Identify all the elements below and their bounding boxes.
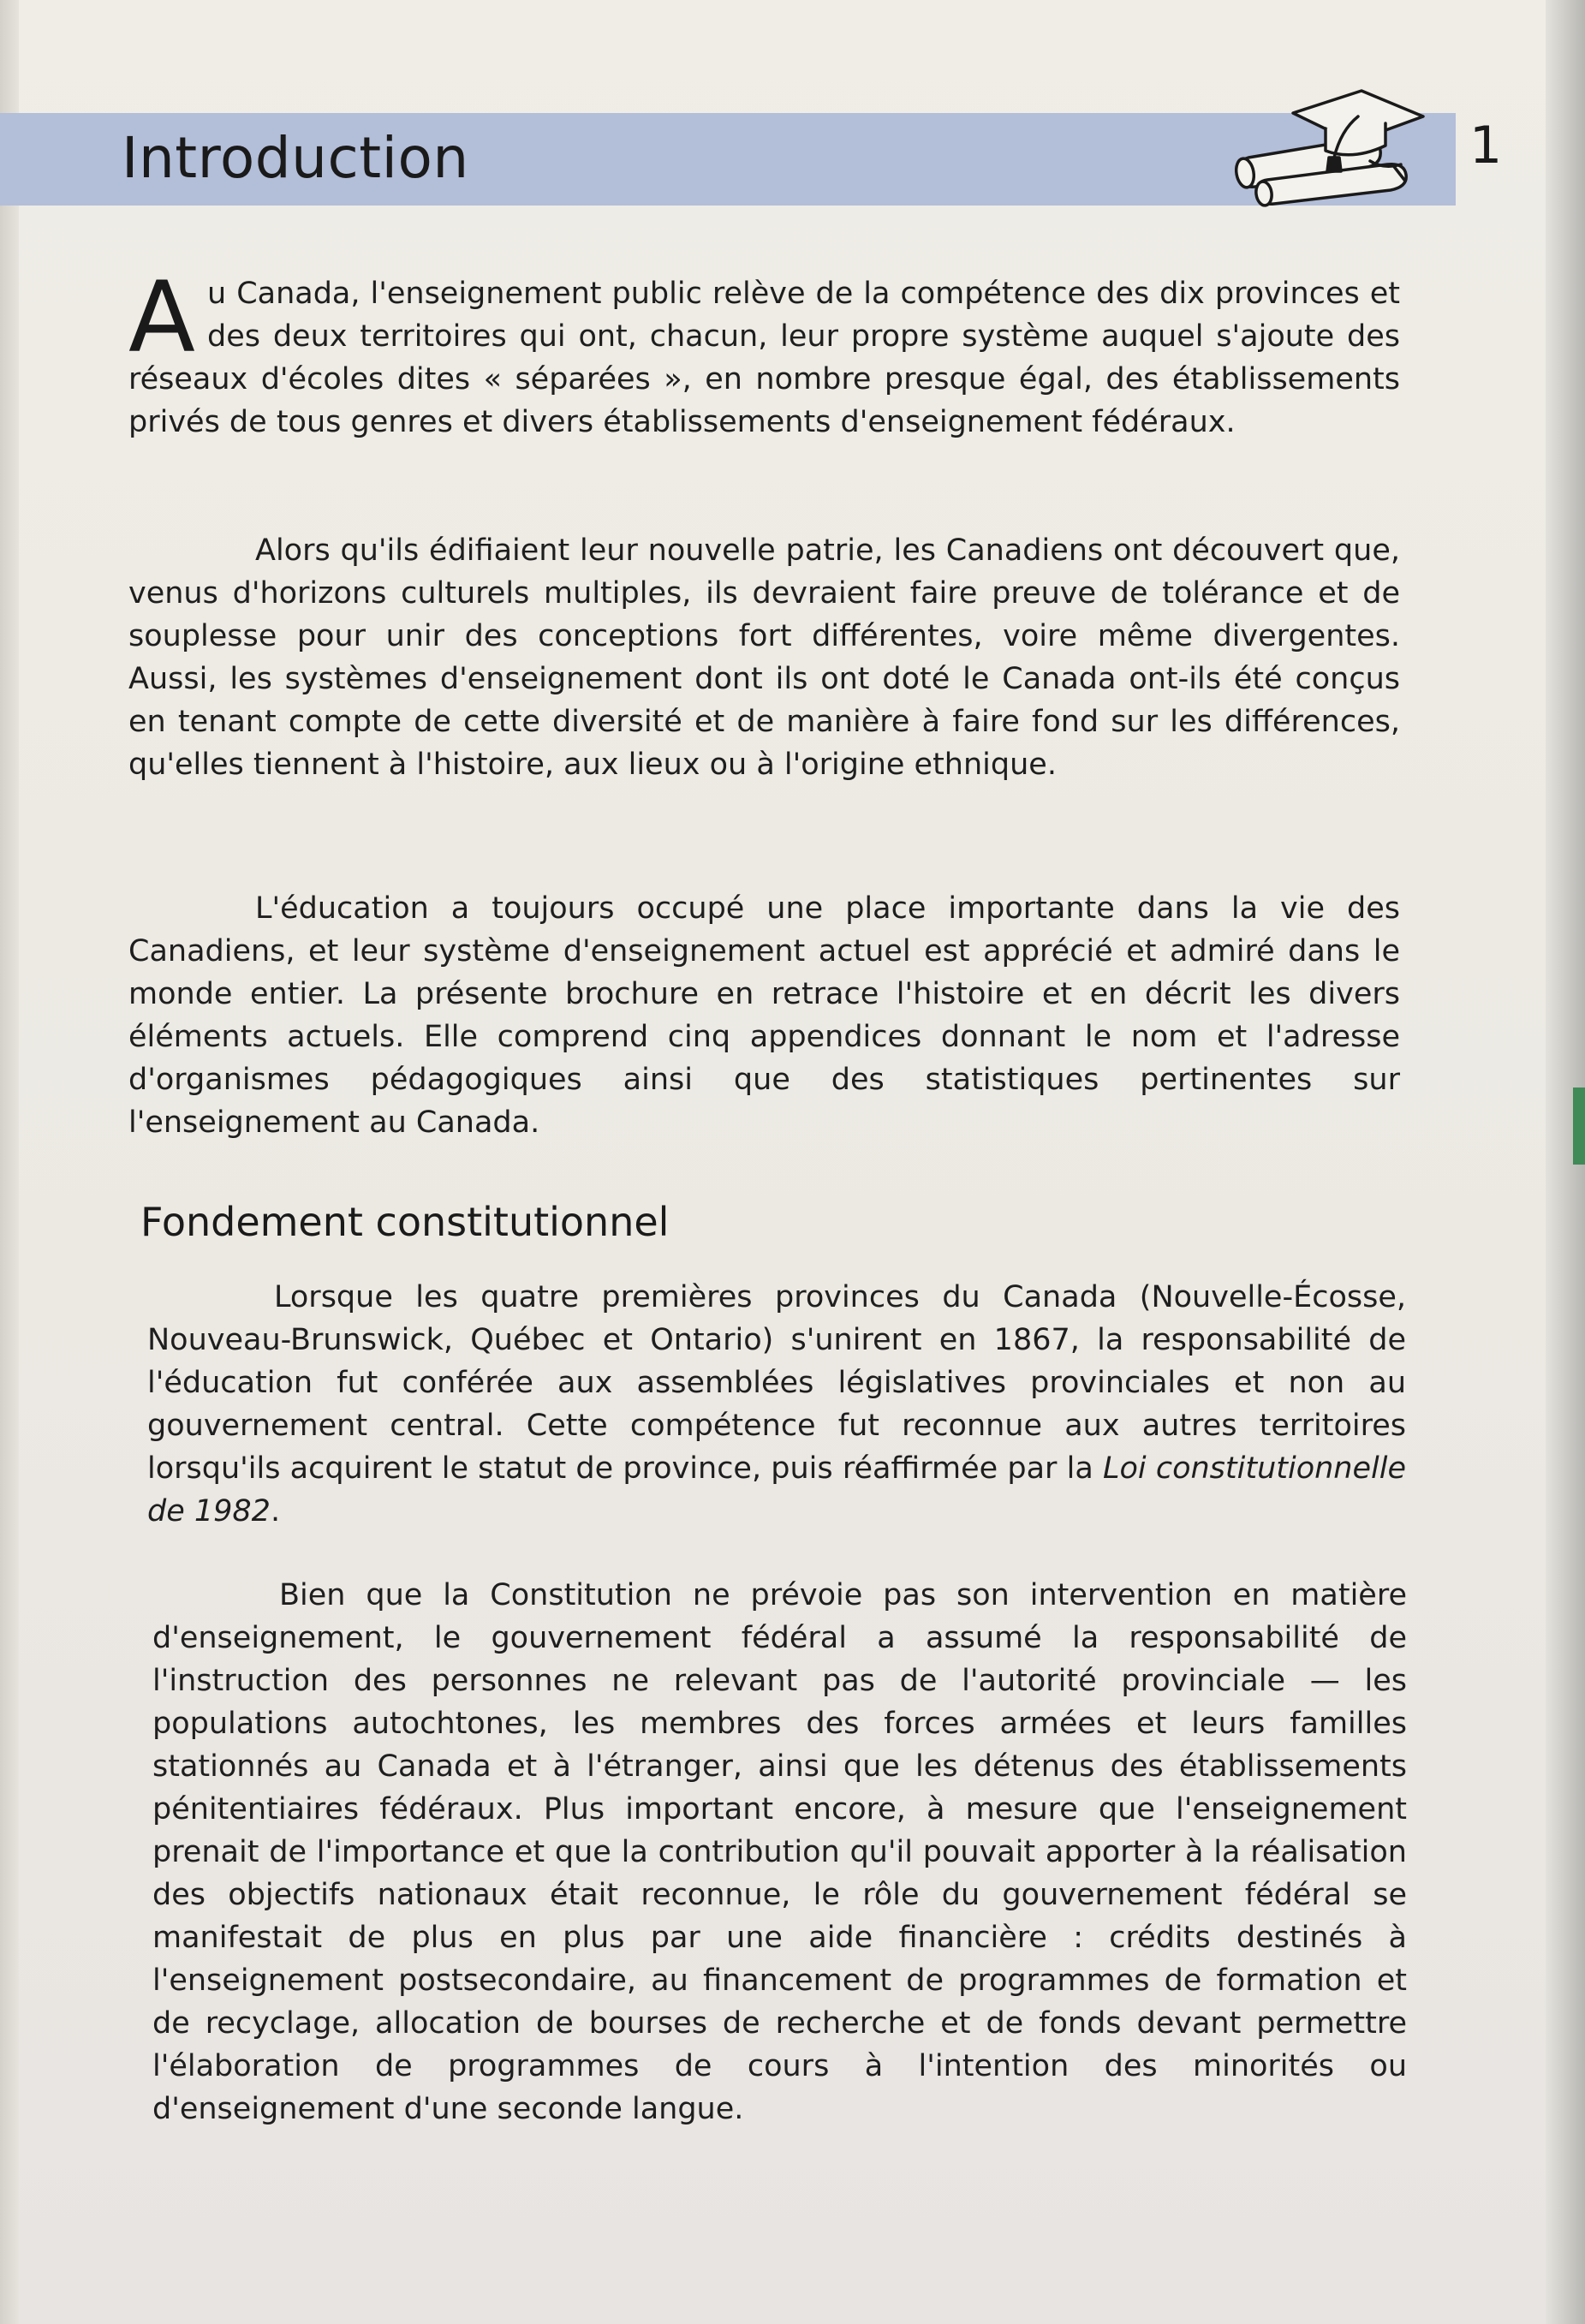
intro-paragraph-1-text: u Canada, l'enseignement public relève de la compétence des dix provinces et des deux territoires qui ont, chacun, leur propre système auquel s'ajoute des réseaux d'écoles dites « séparées », en nombre presque égal, des établissements privés de tous genres et divers établissements d'enseignement fédéraux. xyxy=(128,277,1400,439)
intro-paragraph-3: L'éducation a toujours occupé une place importante dans la vie des Canadiens, et leur système d'enseignement actuel est apprécié et admiré dans le monde entier. La présente brochure en retrace l'histoire et en décrit les divers éléments actuels. Elle comprend cinq appendices donnant le nom et l'adresse d'organismes pédagogiques ainsi que des statistiques pertinentes sur l'enseignement au Canada. xyxy=(128,891,1400,1140)
section-paragraph-2: Bien que la Constitution ne prévoie pas son intervention en matière d'enseignement, le gouvernement fédéral a assumé la responsabilité de l'instruction des personnes ne relevant pas de l'autorité provinciale — les populations autochtones, les membres des forces armées et leurs familles stationnés au Canada et à l'étranger, ainsi que les détenus des établissements pénitentiaires fédéraux. Plus important encore, à mesure que l'enseignement prenait de l'importance et que la contribution qu'il pouvait apporter à la réalisation des objectifs nationaux était reconnue, le rôle du gouvernement fédéral se manifestait de plus en plus par une aide financière : crédits destinés à l'enseignement postsecondaire, au financement de programmes de formation et de recyclage, allocation de bourses de recherche et de fonds devant permettre l'élaboration de programmes de cours à l'intention des minorités ou d'enseignement d'une seconde langue. xyxy=(152,1578,1407,2126)
page-left-edge xyxy=(0,0,19,2324)
section-paragraph-1-end: . xyxy=(270,1494,281,1528)
intro-paragraph-2: Alors qu'ils édifiaient leur nouvelle patrie, les Canadiens ont découvert que, venus d'horizons culturels multiples, ils devraient faire preuve de tolérance et de souplesse pour unir des conceptions fort différentes, voire même divergentes. Aussi, les systèmes d'enseignement dont ils ont doté le Canada ont-ils été conçus en tenant compte de cette diversité et de manière à faire fond sur les différences, qu'elles tiennent à l'histoire, aux lieux ou à l'origine ethnique. xyxy=(128,533,1400,782)
section-paragraph-1 xyxy=(147,1276,1406,1533)
graduation-cap-scroll-icon xyxy=(1233,79,1430,207)
section-paragraph-1-text: Lorsque les quatre premières provinces du Canada (Nouvelle-Écosse, Nouveau-Brunswick, Québec et Ontario) s'unirent en 1867, la responsabilité de l'éducation fut conférée aux assemblées législatives provinciales et non au gouvernement central. Cette compétence fut reconnue aux autres territoires lorsqu'ils acquirent le statut de province, puis réaffirmée par la xyxy=(147,1280,1406,1486)
law-title: Loi constitutionnelle de 1982 xyxy=(147,1451,1406,1528)
page-number: 1 xyxy=(1469,116,1503,176)
page-title: Introduction xyxy=(122,125,469,191)
intro-paragraph-1 xyxy=(128,260,1400,444)
drop-cap: A xyxy=(128,260,195,374)
page-tab-marker xyxy=(1573,1088,1585,1165)
section-heading: Fondement constitutionnel xyxy=(140,1199,670,1245)
